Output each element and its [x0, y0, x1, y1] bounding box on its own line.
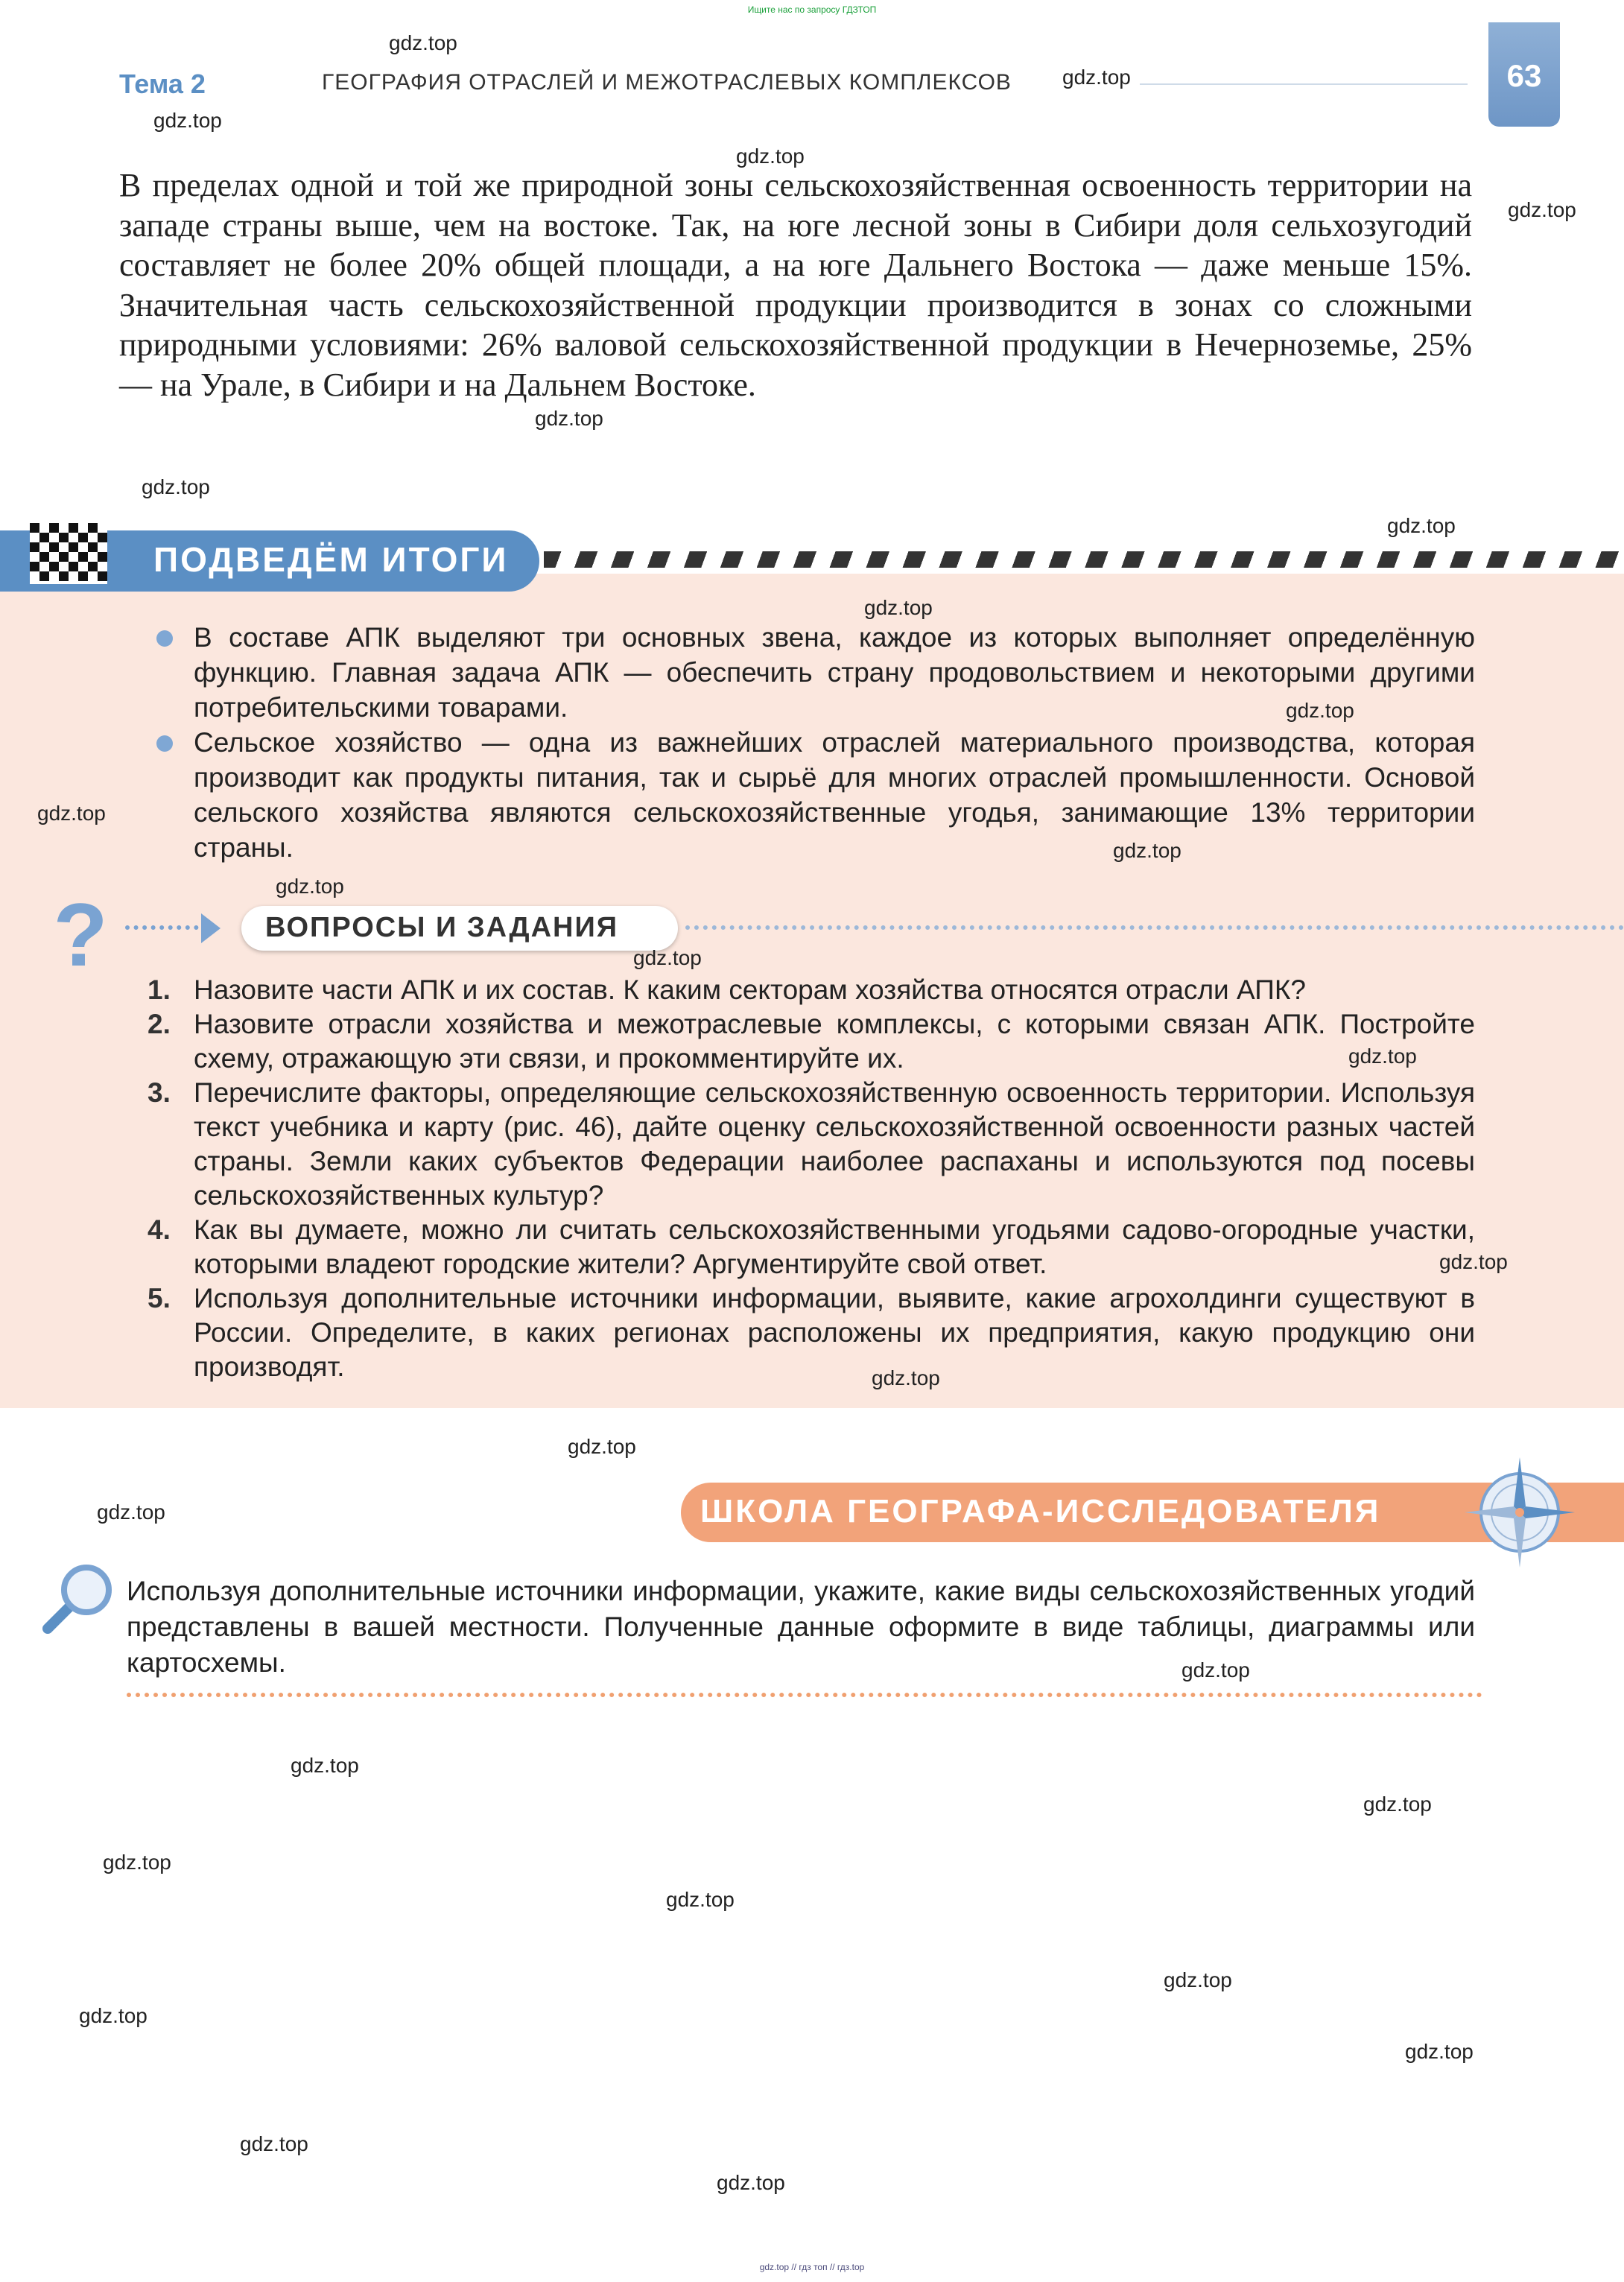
dotted-divider [685, 925, 1624, 933]
questions-title: ВОПРОСЫ И ЗАДАНИЯ [265, 912, 619, 943]
watermark: gdz.top [1439, 1250, 1508, 1273]
research-task: Используя дополнительные источники информации, укажите, какие виды сельскохозяйственных угодий представлены в вашей местности. Полученные данные оформите в виде таблицы, диаграммы или картосхемы. [127, 1576, 1475, 1678]
question-number: 1. [148, 974, 171, 1005]
watermark: gdz.top [666, 1888, 735, 1911]
question-mark-icon: ? [53, 885, 108, 985]
watermark: gdz.top [240, 2132, 308, 2155]
dotted-arrow-line [125, 925, 207, 933]
bullet-dot [156, 630, 173, 647]
question-item [148, 1213, 1475, 1281]
watermark: gdz.top [37, 802, 106, 825]
bullet-dot [156, 735, 173, 752]
watermark: gdz.top [1508, 198, 1576, 221]
watermark: gdz.top [389, 31, 457, 54]
watermark: gdz.top [568, 1435, 636, 1458]
watermark: gdz.top [97, 1500, 165, 1524]
question-item [148, 1281, 1475, 1384]
bullet-text: В составе АПК выделяют три основных звена, каждое из которых выполняет определённую функцию. Главная задача АПК — обеспечить страну продовольствием и некоторыми другими потребительскими товарами. [194, 622, 1475, 723]
summary-dashed-line [544, 551, 1624, 568]
watermark: gdz.top [1062, 66, 1131, 89]
watermark: gdz.top [872, 1366, 940, 1389]
header-divider [1140, 83, 1468, 85]
watermark: gdz.top [1164, 1968, 1232, 1991]
watermark: gdz.top [736, 145, 805, 168]
question-item [148, 1076, 1475, 1213]
list-item [194, 620, 1475, 725]
magnifier-icon [42, 1560, 116, 1635]
summary-title: ПОДВЕДЁМ ИТОГИ [153, 540, 509, 579]
question-text: Используя дополнительные источники информации, выявите, какие агрохолдинги существуют в России. Определите, в каких регионах расположены их предприятия, какую продукцию они производят. [194, 1283, 1475, 1382]
bullet-text: Сельское хозяйство — одна из важнейших отраслей материального производства, которая производит как продукты питания, так и сырьё для многих отраслей промышленности. Основой сельского хозяйства являются сельскохозяйственные угодья, занимающие 13% территории страны. [194, 727, 1475, 863]
watermark: gdz.top [103, 1851, 171, 1874]
list-item [194, 725, 1475, 865]
watermark: gdz.top [153, 109, 222, 132]
school-title: ШКОЛА ГЕОГРАФА-ИССЛЕДОВАТЕЛЯ [700, 1493, 1381, 1530]
question-number: 3. [148, 1077, 171, 1108]
watermark: gdz.top [864, 596, 933, 619]
question-text: Как вы думаете, можно ли считать сельскохозяйственными угодьями садово-огородные участки, которыми владеют городские жители? Аргументируйте свой ответ. [194, 1214, 1475, 1279]
summary-bullets [156, 620, 1475, 865]
watermark: gdz.top [291, 1754, 359, 1777]
watermark: gdz.top [1348, 1045, 1417, 1068]
watermark: gdz.top [79, 2004, 148, 2027]
questions-list [148, 973, 1475, 1384]
question-text: Перечислите факторы, определяющие сельскохозяйственную освоенность территории. Используя текст учебника и карту (рис. 46), дайте оценку сельскохозяйственной освоенности разных частей страны. Земли каких субъектов Федерации наиболее распаханы и используются под посевы сельскохозяйственных культур? [194, 1077, 1475, 1211]
watermark: gdz.top [633, 946, 702, 969]
watermark: gdz.top [1387, 514, 1456, 537]
watermark: gdz.top [535, 407, 603, 430]
chapter-title: ГЕОГРАФИЯ ОТРАСЛЕЙ И МЕЖОТРАСЛЕВЫХ КОМПЛЕКСОВ [322, 70, 1012, 95]
watermark: gdz.top [1113, 839, 1181, 862]
top-note: Ищите нас по запросу ГДЗТОП [747, 4, 877, 15]
page-number: 63 [1506, 58, 1542, 93]
question-item [148, 973, 1475, 1007]
question-number: 5. [148, 1283, 171, 1313]
arrow-head-icon [201, 913, 221, 943]
checkered-flag-icon [30, 523, 107, 584]
intro-paragraph: В пределах одной и той же природной зоны сельскохозяйственная освоенность территории на западе страны выше, чем на востоке. Так, на юге лесной зоны в Сибири доля сельхозугодий составляет не более 20% общей площади, а на юге Дальнего Востока — даже меньше 15%. Значительная часть сельскохозяйственной продукции производится в зонах со сложными природными условиями: 26% валовой сельскохозяйственной продукции в Нечерноземье, 25% — на Урале, в Сибири и на Дальнем Востоке. [119, 167, 1472, 403]
watermark: gdz.top [1286, 699, 1354, 722]
watermark: gdz.top [1405, 2040, 1474, 2063]
question-item [148, 1007, 1475, 1076]
question-text: Назовите части АПК и их состав. К каким секторам хозяйства относятся отрасли АПК? [194, 974, 1306, 1005]
question-number: 4. [148, 1214, 171, 1245]
watermark: gdz.top [717, 2171, 785, 2194]
watermark: gdz.top [142, 475, 210, 498]
watermark: gdz.top [1181, 1658, 1250, 1682]
question-number: 2. [148, 1009, 171, 1039]
topic-label: Тема 2 [119, 69, 206, 99]
orange-dotted-divider [127, 1693, 1482, 1700]
watermark: gdz.top [276, 875, 344, 898]
question-text: Назовите отрасли хозяйства и межотраслевые комплексы, с которыми связан АПК. Постройте схему, отражающую эти связи, и прокомментируйте их. [194, 1009, 1475, 1074]
bottom-note: gdz.top // гдз топ // гдз.top [759, 2262, 865, 2272]
compass-icon [1460, 1453, 1579, 1572]
watermark: gdz.top [1363, 1793, 1432, 1816]
